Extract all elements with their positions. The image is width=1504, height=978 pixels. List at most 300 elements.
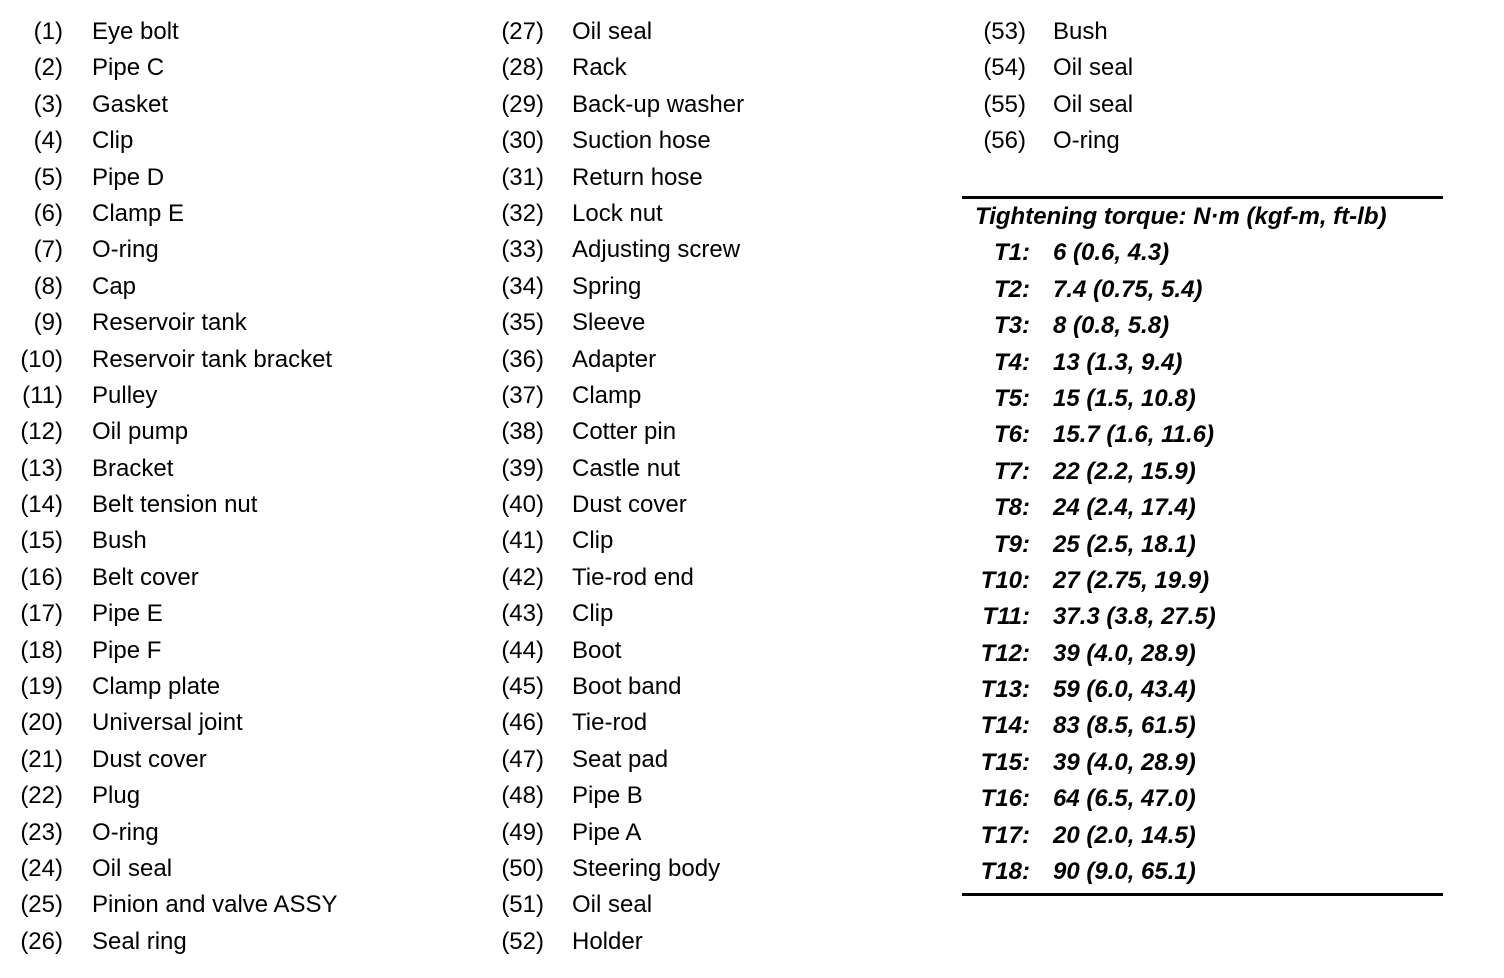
torque-label-cell	[962, 417, 1030, 453]
part-list-item	[0, 50, 480, 86]
part-list-item	[480, 14, 960, 50]
part-number: (26)	[20, 927, 63, 955]
part-number-cell	[0, 196, 63, 232]
part-number: (43)	[501, 600, 544, 628]
part-list-item	[0, 414, 480, 450]
part-number: (17)	[20, 600, 63, 628]
part-number-cell	[480, 742, 544, 778]
torque-label-cell	[962, 818, 1030, 854]
part-number-cell	[480, 14, 544, 50]
part-list-item	[0, 851, 480, 887]
part-number: (52)	[501, 927, 544, 955]
part-name: Tie-rod end	[572, 563, 694, 591]
part-list-item	[0, 87, 480, 123]
part-list-item	[480, 560, 960, 596]
torque-label: T11:	[982, 603, 1030, 631]
part-number: (28)	[501, 54, 544, 82]
torque-label: T9:	[994, 530, 1030, 558]
part-name: Cotter pin	[572, 418, 677, 446]
part-number: (23)	[20, 818, 63, 846]
part-number-cell	[0, 851, 63, 887]
torque-label-cell	[962, 563, 1030, 599]
part-number-cell	[480, 342, 544, 378]
part-number: (24)	[20, 854, 63, 882]
torque-label-cell	[962, 781, 1030, 817]
part-name: Oil seal	[1053, 90, 1134, 118]
torque-row	[962, 818, 1443, 854]
part-number: (13)	[20, 454, 63, 482]
part-name: Boot band	[572, 673, 682, 701]
part-number: (35)	[501, 309, 544, 337]
part-number-cell	[0, 50, 63, 86]
part-number: (56)	[983, 127, 1026, 155]
part-name: Eye bolt	[92, 18, 179, 45]
part-list-item	[960, 87, 1504, 123]
part-name: Bush	[92, 527, 147, 555]
part-number-cell	[480, 596, 544, 632]
torque-label: T1:	[994, 239, 1030, 267]
torque-label: T7:	[994, 457, 1030, 485]
part-number-cell	[0, 123, 63, 159]
part-list-item	[480, 342, 960, 378]
part-list-item	[0, 487, 480, 523]
part-list-item	[480, 815, 960, 851]
part-number: (45)	[501, 673, 544, 701]
part-list-item	[0, 123, 480, 159]
part-number: (4)	[33, 127, 63, 155]
part-number-cell	[0, 269, 63, 305]
part-number-cell	[480, 196, 544, 232]
part-list-item	[480, 123, 960, 159]
torque-label: T8:	[994, 494, 1030, 522]
torque-row	[962, 527, 1443, 563]
part-list-item	[480, 160, 960, 196]
torque-row	[962, 563, 1443, 599]
part-number-cell	[480, 887, 544, 923]
part-name: Holder	[572, 927, 643, 955]
part-number: (18)	[20, 636, 63, 664]
part-number: (38)	[501, 418, 544, 446]
part-number: (34)	[501, 272, 544, 300]
part-name: Cap	[92, 272, 137, 300]
part-number-cell	[0, 560, 63, 596]
part-number-cell	[0, 669, 63, 705]
torque-label-cell	[962, 672, 1030, 708]
part-number-cell	[480, 414, 544, 450]
part-list-item	[0, 523, 480, 559]
part-number-cell	[480, 669, 544, 705]
torque-value: 64 (6.5, 47.0)	[1053, 785, 1196, 813]
part-name: Universal joint	[92, 709, 243, 737]
torque-row	[962, 599, 1443, 635]
torque-label-cell	[962, 745, 1030, 781]
part-list-item	[480, 305, 960, 341]
part-list-item	[480, 487, 960, 523]
torque-label-cell	[962, 345, 1030, 381]
torque-value: 7.4 (0.75, 5.4)	[1053, 275, 1203, 303]
part-name: Belt tension nut	[92, 491, 258, 519]
part-name: Suction hose	[572, 127, 711, 155]
part-name: Oil pump	[92, 418, 189, 446]
torque-row	[962, 781, 1443, 817]
part-list-item	[0, 14, 480, 50]
part-list-item	[480, 196, 960, 232]
part-name: Bush	[1053, 18, 1108, 45]
torque-row	[962, 454, 1443, 490]
part-number-cell	[480, 851, 544, 887]
part-name: Clamp E	[92, 199, 185, 227]
part-number: (53)	[983, 18, 1026, 45]
part-name: O-ring	[92, 818, 159, 846]
part-list-item	[480, 742, 960, 778]
torque-label-cell	[962, 454, 1030, 490]
part-list-item	[480, 232, 960, 268]
part-list-item	[960, 14, 1504, 50]
part-name: Pipe E	[92, 600, 163, 628]
torque-value: 15.7 (1.6, 11.6)	[1053, 421, 1214, 449]
part-name: Bracket	[92, 454, 174, 482]
part-number: (46)	[501, 709, 544, 737]
part-number-cell	[0, 378, 63, 414]
part-name: Gasket	[92, 90, 169, 118]
torque-row	[962, 708, 1443, 744]
torque-label-cell	[962, 381, 1030, 417]
part-name: Plug	[92, 782, 141, 810]
torque-value: 25 (2.5, 18.1)	[1053, 530, 1196, 558]
part-list-item	[0, 596, 480, 632]
part-name: Pipe F	[92, 636, 162, 664]
torque-label: T13:	[980, 676, 1030, 704]
part-number: (27)	[501, 18, 544, 45]
part-name: Reservoir tank	[92, 309, 247, 337]
part-number-cell	[0, 87, 63, 123]
part-list-item	[480, 414, 960, 450]
part-number-cell	[480, 487, 544, 523]
part-name: Adapter	[572, 345, 657, 373]
torque-row	[962, 854, 1443, 890]
part-list-item	[0, 742, 480, 778]
part-list-item	[960, 50, 1504, 86]
part-number-cell	[480, 50, 544, 86]
torque-label-cell	[962, 708, 1030, 744]
torque-label: T18:	[980, 858, 1030, 886]
part-number: (15)	[20, 527, 63, 555]
part-name: Tie-rod	[572, 709, 648, 737]
part-number-cell	[480, 232, 544, 268]
part-name: Pinion and valve ASSY	[92, 891, 338, 919]
part-name: Castle nut	[572, 454, 681, 482]
torque-label-cell	[962, 599, 1030, 635]
part-number-cell	[0, 487, 63, 523]
part-number: (39)	[501, 454, 544, 482]
part-number-cell	[480, 560, 544, 596]
part-name: Boot	[572, 636, 622, 664]
part-number-cell	[0, 160, 63, 196]
part-number-cell	[480, 123, 544, 159]
part-number-cell	[0, 342, 63, 378]
part-number: (42)	[501, 563, 544, 591]
torque-row	[962, 490, 1443, 526]
torque-label-cell	[962, 854, 1030, 890]
part-list-item	[0, 669, 480, 705]
part-list-item	[480, 924, 960, 960]
part-list-item	[480, 87, 960, 123]
part-list-item	[0, 232, 480, 268]
part-number-cell	[0, 232, 63, 268]
part-number-cell	[480, 378, 544, 414]
part-number-cell	[480, 523, 544, 559]
part-name: Clip	[92, 127, 134, 155]
part-list-item	[0, 560, 480, 596]
part-number: (29)	[501, 90, 544, 118]
part-number-cell	[0, 523, 63, 559]
part-list-item	[480, 596, 960, 632]
part-name: Dust cover	[572, 491, 687, 519]
part-name: O-ring	[92, 236, 159, 264]
part-number-cell	[480, 269, 544, 305]
part-number: (40)	[501, 491, 544, 519]
torque-label: T5:	[994, 384, 1030, 412]
torque-rows	[962, 235, 1443, 890]
part-number: (21)	[20, 745, 63, 773]
part-number: (3)	[33, 90, 63, 118]
torque-value: 37.3 (3.8, 27.5)	[1053, 603, 1216, 631]
torque-value: 15 (1.5, 10.8)	[1053, 384, 1196, 412]
part-name: Clip	[572, 527, 614, 555]
part-number: (47)	[501, 745, 544, 773]
part-name: Back-up washer	[572, 90, 745, 118]
part-list-item	[0, 705, 480, 741]
part-list-item	[0, 196, 480, 232]
part-number-cell	[0, 815, 63, 851]
torque-row	[962, 381, 1443, 417]
torque-row	[962, 672, 1443, 708]
torque-row	[962, 417, 1443, 453]
part-number: (20)	[20, 709, 63, 737]
part-name: Spring	[572, 272, 642, 300]
part-list-item	[480, 269, 960, 305]
part-name: Clamp	[572, 381, 642, 409]
torque-value: 13 (1.3, 9.4)	[1053, 348, 1183, 376]
part-number: (33)	[501, 236, 544, 264]
part-number: (10)	[20, 345, 63, 373]
part-name: Oil seal	[572, 891, 653, 919]
part-list-item	[480, 851, 960, 887]
part-list-item	[0, 342, 480, 378]
part-number: (54)	[983, 54, 1026, 82]
torque-label-cell	[962, 636, 1030, 672]
part-number-cell	[480, 705, 544, 741]
part-name: Oil seal	[1053, 54, 1134, 82]
part-list-item	[0, 269, 480, 305]
part-number: (49)	[501, 818, 544, 846]
part-name: O-ring	[1053, 127, 1120, 155]
part-name: Sleeve	[572, 309, 646, 337]
part-list-item	[0, 305, 480, 341]
part-number-cell	[480, 815, 544, 851]
part-list-item	[960, 123, 1504, 159]
part-number: (7)	[33, 236, 63, 264]
torque-label: T14:	[980, 712, 1030, 740]
part-name: Clip	[572, 600, 614, 628]
part-number-cell	[480, 451, 544, 487]
torque-value: 20 (2.0, 14.5)	[1053, 821, 1196, 849]
torque-value: 39 (4.0, 28.9)	[1053, 639, 1196, 667]
part-number: (11)	[22, 381, 63, 409]
part-number-cell	[0, 887, 63, 923]
part-number: (44)	[501, 636, 544, 664]
part-number: (22)	[20, 782, 63, 810]
part-number-cell	[0, 451, 63, 487]
part-name: Rack	[572, 54, 627, 82]
part-number: (31)	[501, 163, 544, 191]
part-list-item	[0, 451, 480, 487]
torque-value: 83 (8.5, 61.5)	[1053, 712, 1196, 740]
part-number: (30)	[501, 127, 544, 155]
part-number-cell	[0, 778, 63, 814]
torque-value: 6 (0.6, 4.3)	[1053, 239, 1170, 267]
part-list-item	[480, 778, 960, 814]
part-number-cell	[480, 924, 544, 960]
torque-label-cell	[962, 308, 1030, 344]
torque-label: T4:	[994, 348, 1030, 376]
torque-value: 22 (2.2, 15.9)	[1053, 457, 1196, 485]
torque-label: T2:	[994, 275, 1030, 303]
torque-value: 24 (2.4, 17.4)	[1053, 494, 1196, 522]
part-name: Steering body	[572, 854, 721, 882]
torque-label-cell	[962, 527, 1030, 563]
part-name: Return hose	[572, 163, 703, 191]
part-number: (36)	[501, 345, 544, 373]
torque-label: T15:	[980, 748, 1030, 776]
torque-value: 90 (9.0, 65.1)	[1053, 858, 1196, 886]
torque-label: T3:	[994, 312, 1030, 340]
torque-label: T16:	[980, 785, 1030, 813]
part-list-item	[0, 924, 480, 960]
torque-value: 59 (6.0, 43.4)	[1053, 676, 1196, 704]
torque-label-cell	[962, 272, 1030, 308]
part-number-cell	[0, 596, 63, 632]
part-number: (6)	[33, 199, 63, 227]
part-number-cell	[480, 87, 544, 123]
parts-list-column-1	[0, 14, 480, 960]
part-number: (48)	[501, 782, 544, 810]
part-number: (12)	[20, 418, 63, 446]
part-number: (51)	[501, 891, 544, 919]
part-name: Pipe C	[92, 54, 165, 82]
part-list-item	[0, 778, 480, 814]
torque-row	[962, 636, 1443, 672]
part-number-cell	[0, 924, 63, 960]
torque-label: T10:	[980, 566, 1030, 594]
part-number-cell	[0, 742, 63, 778]
part-list-item	[0, 378, 480, 414]
part-number: (5)	[33, 163, 63, 191]
part-number: (37)	[501, 381, 544, 409]
part-number-cell	[480, 305, 544, 341]
torque-label: T6:	[994, 421, 1030, 449]
part-number-cell	[960, 14, 1026, 50]
torque-row	[962, 272, 1443, 308]
part-number: (8)	[33, 272, 63, 300]
part-number: (2)	[33, 54, 63, 82]
torque-row	[962, 345, 1443, 381]
torque-label: T12:	[980, 639, 1030, 667]
part-number-cell	[480, 778, 544, 814]
part-list-item	[480, 887, 960, 923]
part-list-item	[480, 523, 960, 559]
part-name: Seal ring	[92, 927, 187, 955]
part-list-item	[0, 815, 480, 851]
part-number-cell	[0, 705, 63, 741]
part-number: (50)	[501, 854, 544, 882]
part-list-item	[480, 378, 960, 414]
part-list-item	[480, 705, 960, 741]
part-name: Dust cover	[92, 745, 207, 773]
part-number-cell	[960, 50, 1026, 86]
part-number-cell	[960, 87, 1026, 123]
part-number: (16)	[20, 563, 63, 591]
torque-row	[962, 235, 1443, 271]
parts-list-column-3	[960, 14, 1504, 160]
part-number: (1)	[33, 18, 63, 45]
part-name: Belt cover	[92, 563, 199, 591]
part-number: (55)	[983, 90, 1026, 118]
torque-row	[962, 745, 1443, 781]
part-number: (41)	[501, 527, 544, 555]
part-name: Pipe A	[572, 818, 642, 846]
part-name: Adjusting screw	[572, 236, 741, 264]
part-number-cell	[960, 123, 1026, 159]
part-name: Pipe D	[92, 163, 165, 191]
torque-value: 27 (2.75, 19.9)	[1053, 566, 1210, 594]
torque-table-title: Tightening torque: N·m (kgf-m, ft-lb)	[975, 203, 1387, 230]
part-number: (25)	[20, 891, 63, 919]
torque-value: 39 (4.0, 28.9)	[1053, 748, 1196, 776]
part-number-cell	[0, 305, 63, 341]
part-number: (14)	[20, 491, 63, 519]
part-name: Seat pad	[572, 745, 669, 773]
part-name: Reservoir tank bracket	[92, 345, 333, 373]
parts-list-column-2	[480, 14, 960, 960]
part-list-item	[480, 50, 960, 86]
part-list-item	[0, 160, 480, 196]
part-name: Clamp plate	[92, 673, 221, 701]
part-list-item	[480, 451, 960, 487]
part-number: (9)	[33, 309, 63, 337]
torque-label: T17:	[980, 821, 1030, 849]
part-list-item	[0, 633, 480, 669]
part-name: Pulley	[92, 381, 158, 409]
torque-value: 8 (0.8, 5.8)	[1053, 312, 1170, 340]
part-number-cell	[0, 414, 63, 450]
torque-label-cell	[962, 235, 1030, 271]
part-number-cell	[480, 160, 544, 196]
part-number-cell	[480, 633, 544, 669]
part-number: (19)	[20, 673, 63, 701]
part-list-item	[0, 887, 480, 923]
part-name: Lock nut	[572, 199, 663, 227]
part-number-cell	[0, 633, 63, 669]
part-number-cell	[0, 14, 63, 50]
part-list-item	[480, 633, 960, 669]
part-name: Oil seal	[92, 854, 173, 882]
part-name: Pipe B	[572, 782, 643, 810]
part-list-item	[480, 669, 960, 705]
torque-label-cell	[962, 490, 1030, 526]
part-name: Oil seal	[572, 18, 653, 45]
part-number: (32)	[501, 199, 544, 227]
